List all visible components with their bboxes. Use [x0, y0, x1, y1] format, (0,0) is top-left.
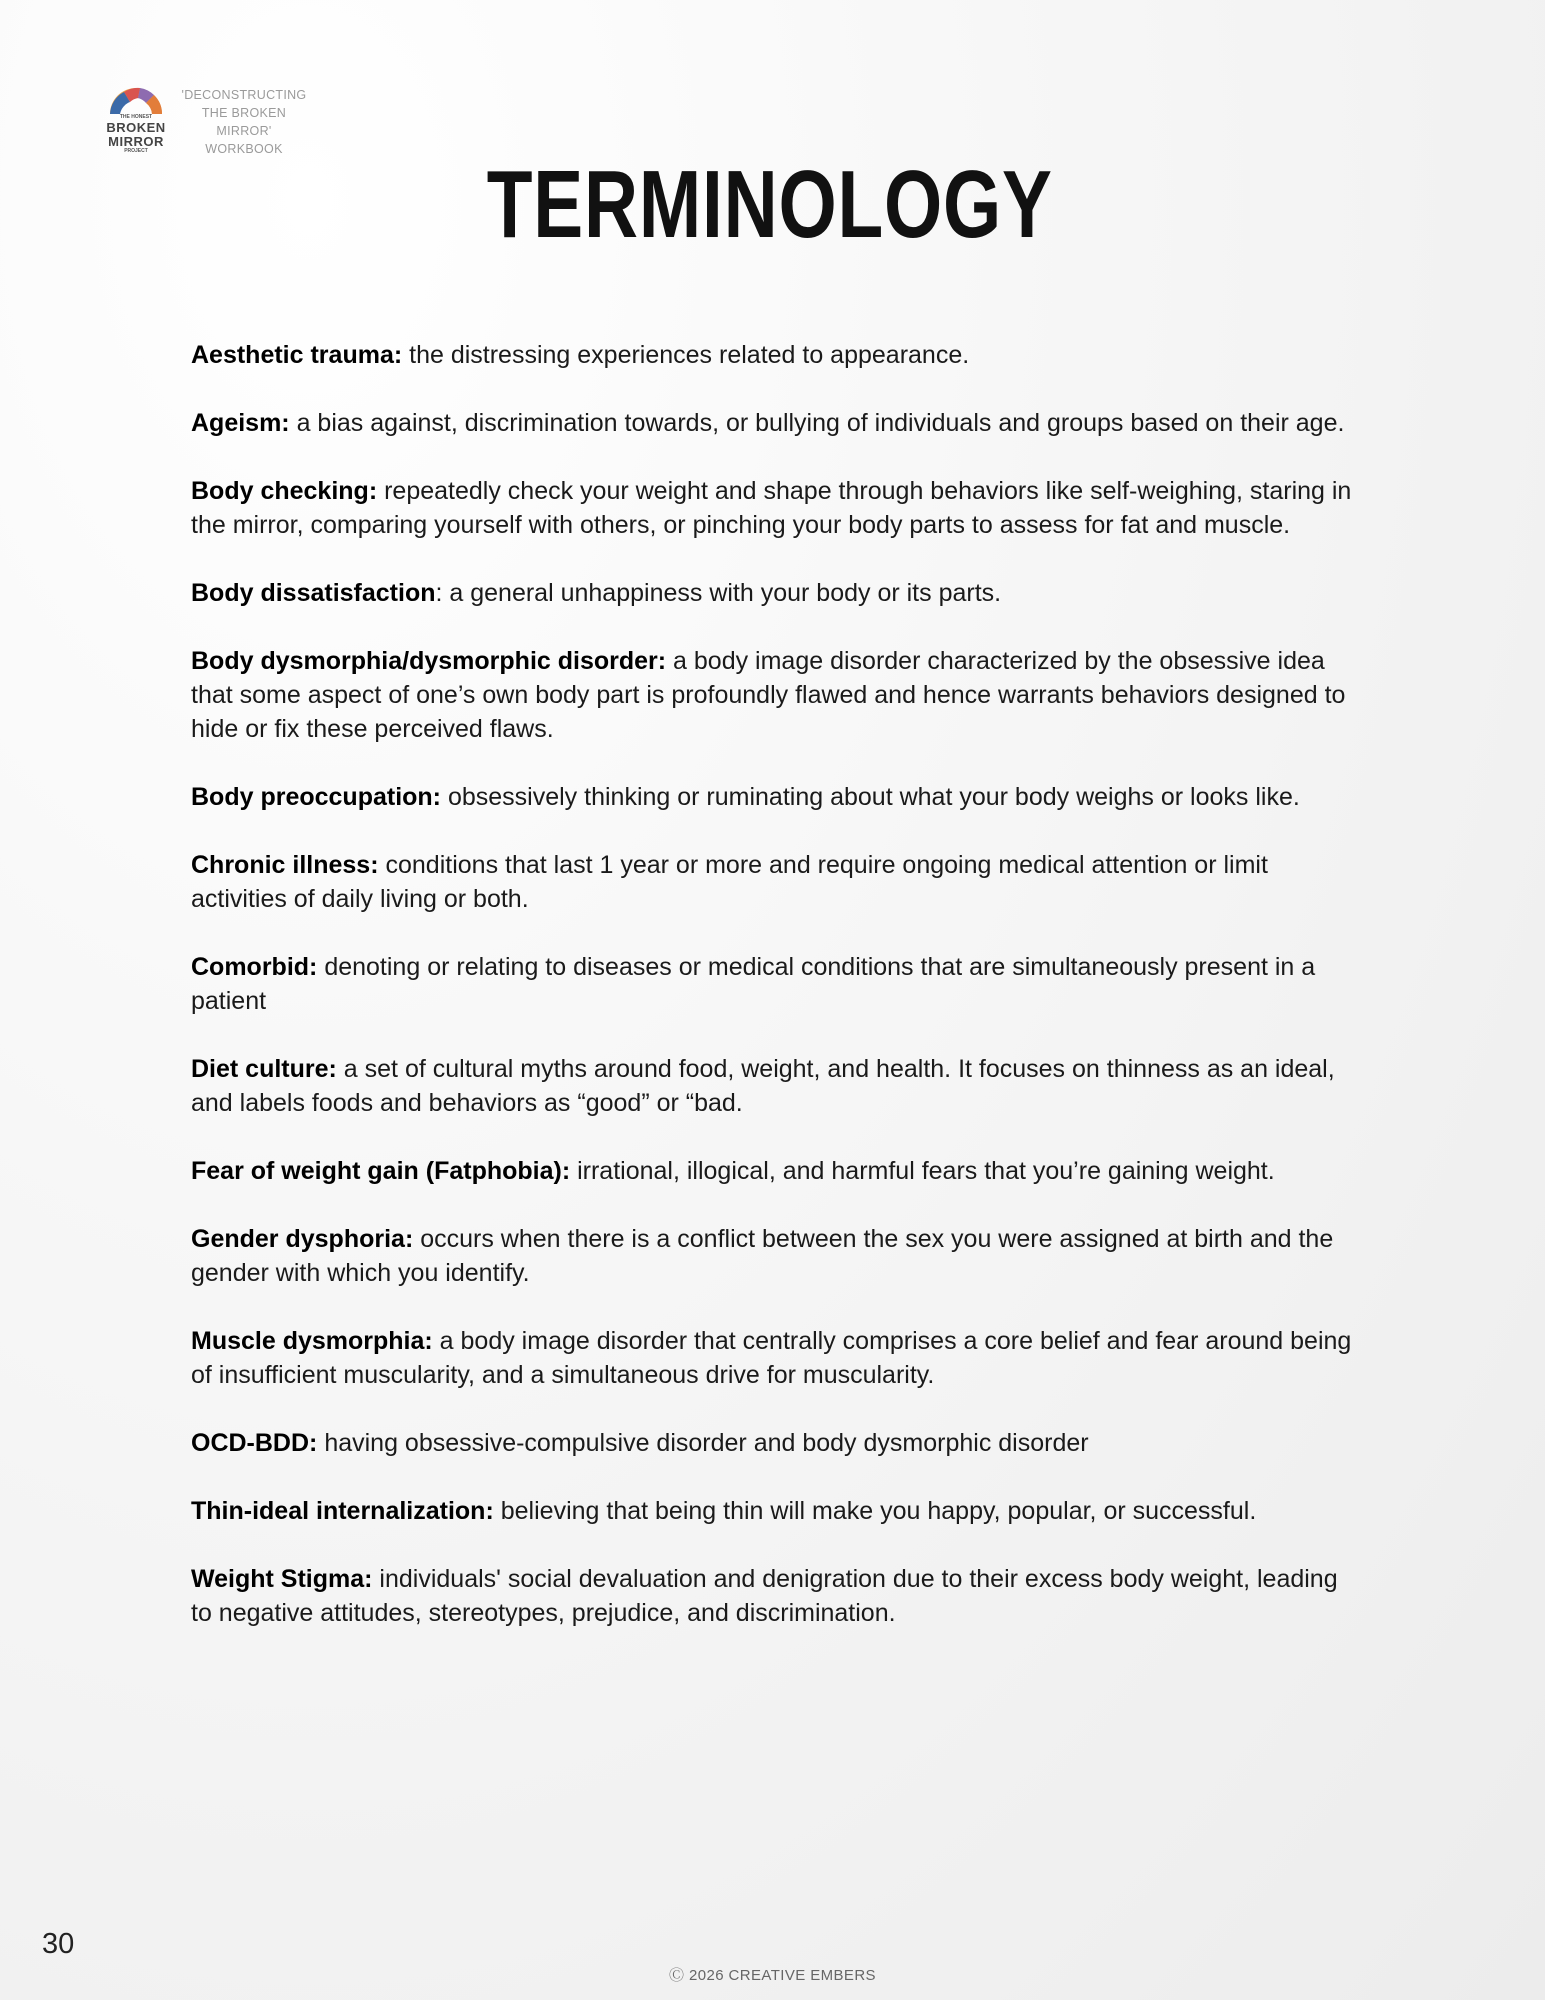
term-label: Gender dysphoria: [191, 1225, 414, 1253]
workbook-line-1: 'DECONSTRUCTING [181, 88, 307, 102]
term-comorbid [191, 950, 1361, 1018]
term-label: OCD-BDD: [191, 1429, 318, 1457]
term-label: Body dysmorphia/dysmorphic disorder: [191, 647, 667, 675]
term-definition: a set of cultural myths around food, weight, and health. It focuses on thinness as an ideal, and labels foods and behaviors as “good” or “bad. [191, 1055, 1335, 1117]
term-definition: the distressing experiences related to appearance. [402, 341, 970, 369]
term-definition: conditions that last 1 year or more and require ongoing medical attention or limit activities of daily living or both. [191, 851, 1268, 913]
term-ocd-bdd [191, 1426, 1361, 1460]
page-title: TERMINOLOGY [486, 151, 1053, 258]
term-label: Weight Stigma: [191, 1565, 373, 1593]
term-thin-ideal-internalization [191, 1494, 1361, 1528]
term-definition: : a general unhappiness with your body or its parts. [435, 579, 1002, 607]
term-weight-stigma [191, 1562, 1361, 1630]
term-label: Body checking: [191, 477, 378, 505]
term-label: Body preoccupation: [191, 783, 442, 811]
term-definition: obsessively thinking or ruminating about what your body weighs or looks like. [441, 783, 1300, 811]
term-definition: believing that being thin will make you happy, popular, or successful. [493, 1497, 1257, 1525]
term-definition: having obsessive-compulsive disorder and body dysmorphic disorder [317, 1429, 1089, 1457]
term-label: Muscle dysmorphia: [191, 1327, 433, 1355]
term-label: Aesthetic trauma: [191, 341, 403, 369]
term-definition: a body image disorder that centrally comprises a core belief and fear around being of insufficient muscularity, and a simultaneous drive for muscularity. [191, 1327, 1352, 1389]
term-chronic-illness [191, 848, 1361, 916]
term-label: Diet culture: [191, 1055, 337, 1083]
term-diet-culture [191, 1052, 1361, 1120]
page-number: 30 [42, 1928, 75, 1960]
logo-tiny-text: PROJECT [124, 148, 148, 155]
term-definition: occurs when there is a conflict between the sex you were assigned at birth and the gender with which you identify. [191, 1225, 1334, 1287]
term-aesthetic-trauma [191, 338, 1361, 372]
workbook-line-2: THE BROKEN MIRROR' [201, 106, 287, 138]
term-label: Comorbid: [191, 953, 318, 981]
term-muscle-dysmorphia [191, 1324, 1361, 1392]
term-label: Body dissatisfaction [191, 579, 436, 607]
workbook-line-3: WORKBOOK [205, 142, 283, 156]
term-label: Ageism: [191, 409, 290, 437]
term-body-preoccupation [191, 780, 1361, 814]
logo-small-text: THE HONEST [119, 114, 153, 120]
term-fear-of-weight-gain [191, 1154, 1361, 1188]
term-gender-dysphoria [191, 1222, 1361, 1290]
term-definition: repeatedly check your weight and shape through behaviors like self-weighing, staring in the mirror, comparing yourself with others, or pinching your body parts to assess for fat and muscle. [191, 477, 1352, 539]
term-definition: denoting or relating to diseases or medical conditions that are simultaneously present in a patient [191, 953, 1316, 1015]
term-body-dysmorphia [191, 644, 1361, 746]
term-definition: a bias against, discrimination towards, or bullying of individuals and groups based on their age. [289, 409, 1345, 437]
terminology-list [191, 338, 1361, 1664]
term-definition: a body image disorder characterized by the obsessive idea that some aspect of one’s own body part is profoundly flawed and hence warrants behaviors designed to hide or fix these perceived flaws. [191, 647, 1346, 743]
copyright-notice: Ⓒ 2026 CREATIVE EMBERS [669, 1967, 876, 1984]
logo-line-2: MIRROR [108, 133, 164, 149]
term-body-dissatisfaction [191, 576, 1361, 610]
term-label: Chronic illness: [191, 851, 379, 879]
term-body-checking [191, 474, 1361, 542]
logo-text [104, 115, 168, 155]
term-definition: individuals' social devaluation and denigration due to their excess body weight, leading to negative attitudes, stereotypes, prejudice, and discrimination. [191, 1565, 1338, 1627]
workbook-label [174, 86, 314, 158]
term-label: Thin-ideal internalization: [191, 1497, 494, 1525]
term-label: Fear of weight gain (Fatphobia): [191, 1157, 571, 1185]
logo-line-1: BROKEN [106, 119, 166, 135]
term-ageism [191, 406, 1361, 440]
term-definition: irrational, illogical, and harmful fears that you’re gaining weight. [570, 1157, 1275, 1185]
